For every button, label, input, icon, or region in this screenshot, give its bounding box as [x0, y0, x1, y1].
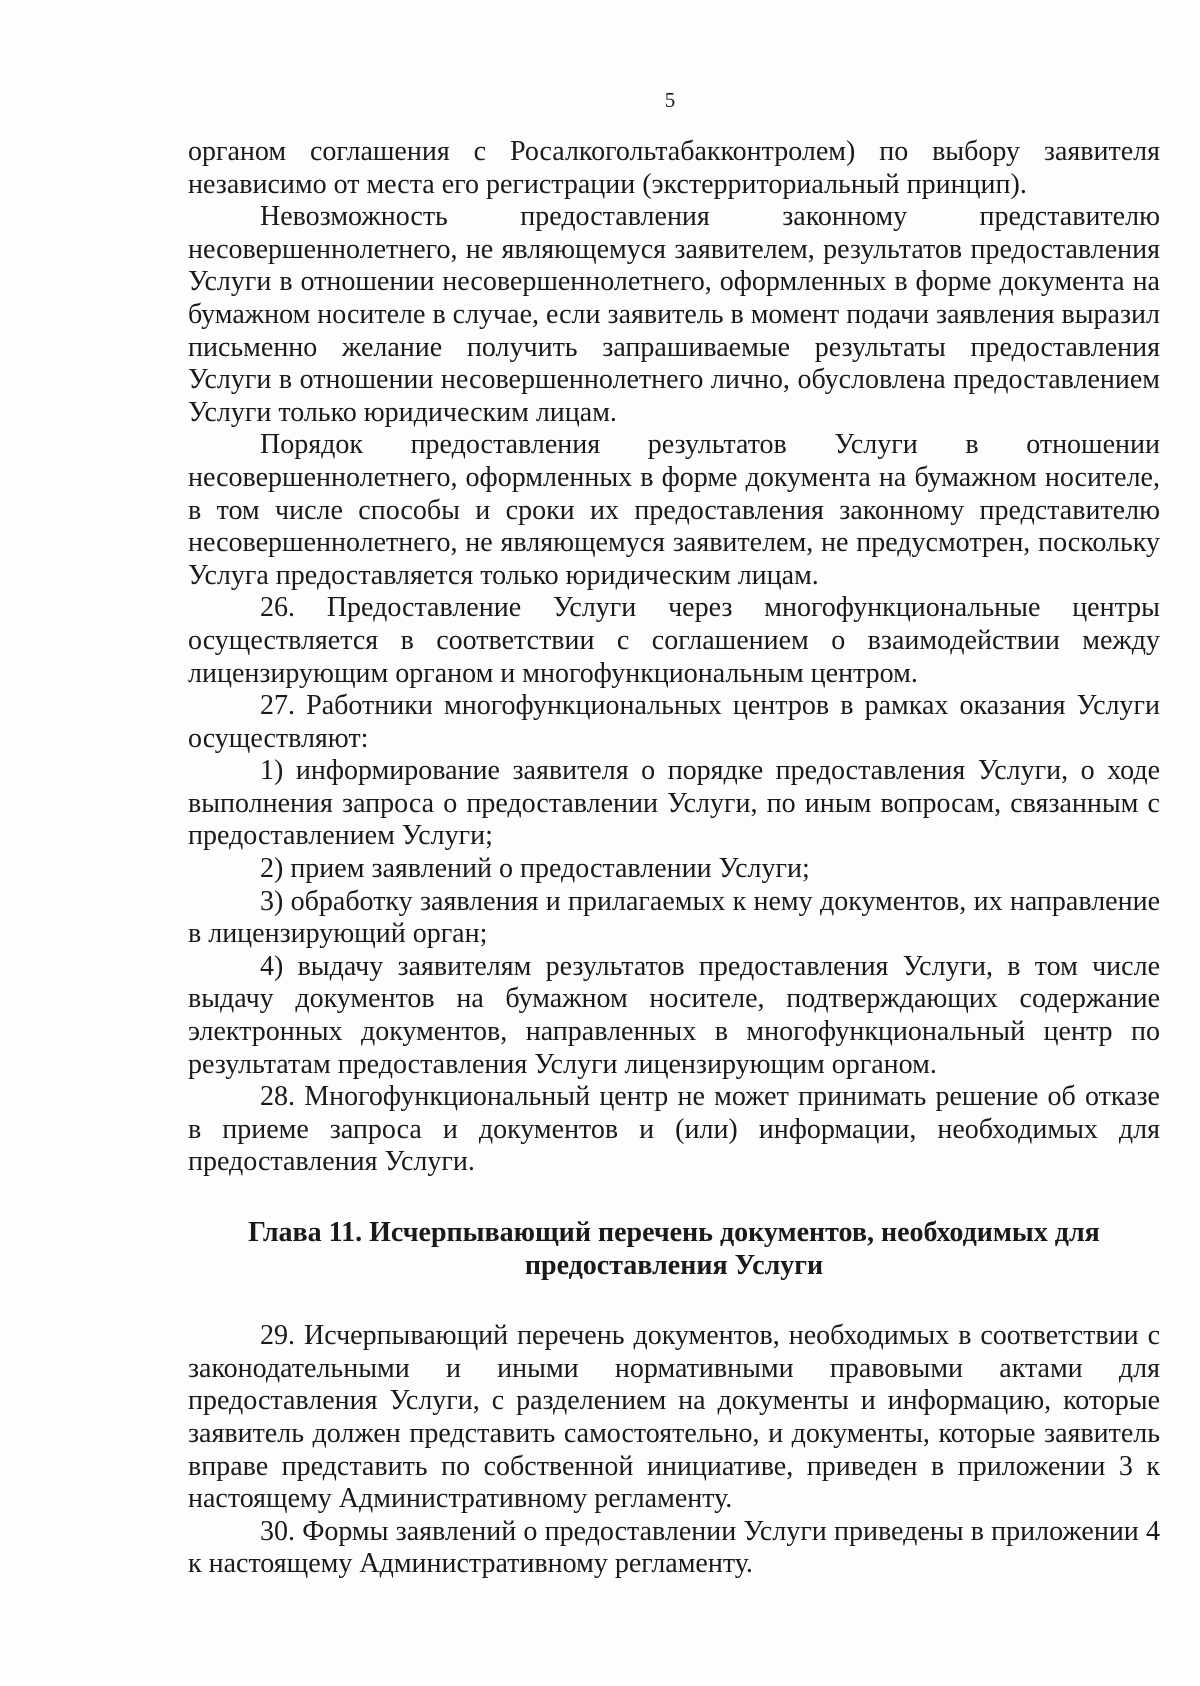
page-number: 5 [664, 88, 676, 112]
paragraph-continued: органом соглашения с Росалкогольтабакконтролем) по выбору заявителя независимо от места его регистрации (экстерриториальный принцип). [188, 136, 1160, 200]
paragraph-27-item-4: 4) выдачу заявителям результатов предоставления Услуги, в том числе выдачу документов на бумажном носителе, подтверждающих содержание электронных документов, направленных в многофункциональный центр по результатам предоставления Услуги лицензирующим органом. [188, 950, 1160, 1080]
paragraph-impossibility: Невозможность предоставления законному представителю несовершеннолетнего, не являющемуся заявителем, результатов предоставления Услуги в отношении несовершеннолетнего, оформленных в форме документа на бумажном носителе в случае, если заявитель в момент подачи заявления выразил письменно желание получить запрашиваемые результаты предоставления Услуги в отношении несовершеннолетнего лично, обусловлена предоставлением Услуги только юридическим лицам. [188, 201, 1161, 428]
paragraph-29: 29. Исчерпывающий перечень документов, необходимых в соответствии с законодательными и иными нормативными правовыми актами для предоставления Услуги, с разделением на документы и информацию, которые заявитель должен представить самостоятельно, и документы, которые заявитель вправе представить по собственной инициативе, приведен в приложении 3 к настоящему Административному регламенту. [188, 1320, 1160, 1515]
paragraph-28: 28. Многофункциональный центр не может принимать решение об отказе в приеме запроса и документов и (или) информации, необходимых для предоставления Услуги. [188, 1081, 1160, 1178]
paragraph-26: 26. Предоставление Услуги через многофункциональные центры осуществляется в соответствии с соглашением о взаимодействии между лицензирующим органом и многофункциональным центром. [188, 592, 1160, 689]
paragraph-27: 27. Работники многофункциональных центров в рамках оказания Услуги осуществляют: [188, 690, 1160, 754]
paragraph-procedure: Порядок предоставления результатов Услуги в отношении несовершеннолетнего, оформленных в форме документа на бумажном носителе, в том числе способы и сроки их предоставления законному представителю несовершеннолетнего, не являющемуся заявителем, не предусмотрен, поскольку Услуга предоставляется только юридическим лицам. [188, 429, 1160, 591]
paragraph-27-item-2: 2) прием заявлений о предоставлении Услуги; [260, 853, 810, 885]
paragraph-27-item-1: 1) информирование заявителя о порядке предоставления Услуги, о ходе выполнения запроса о предоставлении Услуги, по иным вопросам, связанным с предоставлением Услуги; [188, 755, 1160, 852]
chapter-heading: Глава 11. Исчерпывающий перечень документов, необходимых для предоставления Услуги [248, 1217, 1100, 1281]
paragraph-27-item-3: 3) обработку заявления и прилагаемых к нему документов, их направление в лицензирующий орган; [188, 885, 1160, 950]
document-body [188, 136, 1160, 1581]
paragraph-30: 30. Формы заявлений о предоставлении Услуги приведены в приложении 4 к настоящему Административному регламенту. [188, 1515, 1160, 1580]
